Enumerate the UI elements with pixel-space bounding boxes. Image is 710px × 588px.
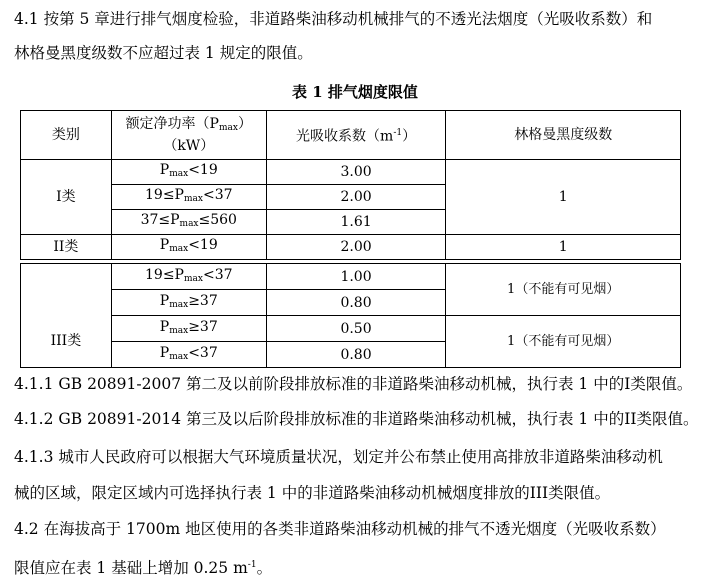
power-range: $19\le P_{max}<37$ [111, 185, 266, 210]
para-4-1-line2: 林格曼黑度级数不应超过表 1 规定的限值。 [14, 44, 313, 62]
table-row [21, 264, 681, 290]
class-2-label: II类 [21, 235, 112, 260]
power-range: $19\le P_{max}<37$ [111, 264, 266, 290]
absorption-value: 0.50 [266, 316, 446, 342]
class-3-label: III类 [21, 316, 112, 368]
header-ringelmann: 林格曼黑度级数 [446, 111, 681, 160]
para-4-1-2: 4.1.2 GB 20891-2014 第三及以后阶段排放标准的非道路柴油移动机械，执行表 1 中的II类限值。 [14, 410, 699, 428]
power-range: $P_{max}<37$ [111, 342, 266, 368]
table-row [21, 160, 681, 185]
power-range: $P_{max}<19$ [111, 160, 266, 185]
power-range: $P_{max}<19$ [111, 235, 266, 260]
emission-table-lower [20, 263, 681, 368]
table-row [21, 235, 681, 260]
class-3-ringelmann-b: 1（不能有可见烟） [446, 316, 681, 368]
para-4-1-3-line1: 4.1.3 城市人民政府可以根据大气环境质量状况，划定并公布禁止使用高排放非道路柴油移动机 [14, 448, 663, 466]
emission-table-upper [20, 110, 681, 260]
absorption-value: 0.80 [266, 342, 446, 368]
table-row [21, 316, 681, 342]
header-category: 类别 [21, 111, 112, 160]
class-3-ringelmann-a: 1（不能有可见烟） [446, 264, 681, 316]
para-4-2-line2: 限值应在表 1 基础上增加 0.25 $m^{-1}$。 [14, 559, 273, 578]
absorption-value: 2.00 [266, 185, 446, 210]
class-1-ringelmann: 1 [446, 160, 681, 235]
power-range: $37\le P_{max}\le 560$ [111, 210, 266, 235]
absorption-value: 2.00 [266, 235, 446, 260]
absorption-value: 3.00 [266, 160, 446, 185]
header-light-absorption: 光吸收系数$(m^{-1})$ [266, 111, 446, 160]
class-2-ringelmann: 1 [446, 235, 681, 260]
power-range: $P_{max}\ge 37$ [111, 316, 266, 342]
para-4-2-line1: 4.2 在海拔高于 1700m 地区使用的各类非道路柴油移动机械的排气不透光烟度（光吸收系数） [14, 520, 666, 538]
absorption-value: 1.61 [266, 210, 446, 235]
header-rated-power: 额定净功率$(P_{max})$ （kW） [111, 111, 266, 160]
class-1-label: I类 [21, 160, 112, 235]
absorption-value: 0.80 [266, 290, 446, 316]
para-4-1-3-line2: 械的区域，限定区域内可选择执行表 1 中的非道路柴油移动机械烟度排放的III类限值。 [14, 484, 611, 502]
class-3-blank [21, 264, 112, 316]
para-4-1-1: 4.1.1 GB 20891-2007 第二及以前阶段排放标准的非道路柴油移动机械，执行表 1 中的I类限值。 [14, 375, 693, 393]
absorption-value: 1.00 [266, 264, 446, 290]
para-4-1-line1: 4.1 按第 5 章进行排气烟度检验，非道路柴油移动机械排气的不透光法烟度（光吸收系数）和 [14, 10, 653, 28]
power-range: $P_{max}\ge 37$ [111, 290, 266, 316]
table-header-row [21, 111, 681, 160]
table-caption: 表 1 排气烟度限值 [292, 83, 418, 101]
